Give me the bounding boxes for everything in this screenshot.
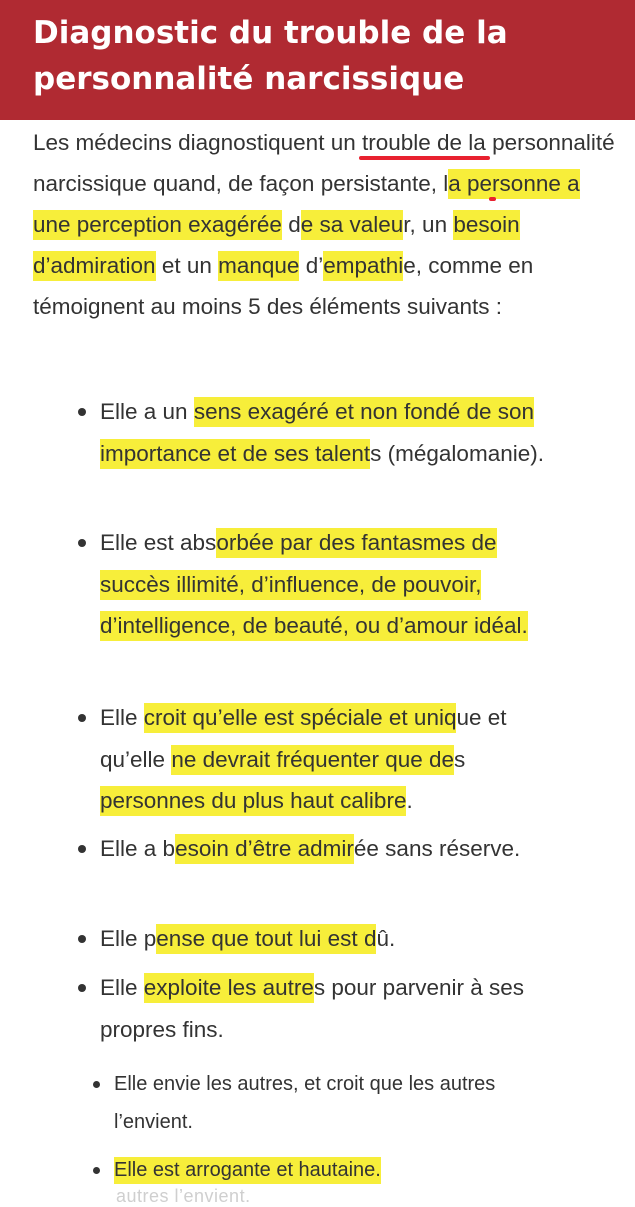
item-text: û.: [376, 926, 396, 951]
highlighted-text: exploite les autre: [144, 973, 314, 1003]
highlighted-text: ne devrait fréquenter que de: [171, 745, 454, 775]
list-item: [100, 697, 570, 822]
list-item: [100, 918, 570, 960]
highlighted-text: personnes du plus haut calibre: [100, 786, 406, 816]
highlighted-text: a personne a une perception exagérée: [33, 169, 580, 240]
item-text: Elle a un: [100, 399, 194, 424]
item-text: ue et qu’elle: [100, 705, 507, 772]
highlighted-text: sens exagéré et non fondé de son importance et de ses talent: [100, 397, 534, 469]
underlined-term: trouble de la: [361, 130, 486, 155]
intro-text: d’: [299, 253, 324, 278]
list-item: [114, 1151, 544, 1189]
highlighted-text: ense que tout lui est d: [156, 924, 376, 954]
item-text: s pour parvenir à ses propres fins.: [100, 975, 524, 1042]
item-text: Elle est abs: [100, 530, 217, 555]
item-text: ée sans réserve.: [353, 836, 521, 861]
item-text: Elle: [100, 705, 144, 730]
intro-text: Les médecins diagnostiquent un: [33, 130, 362, 155]
item-text: .: [406, 788, 413, 813]
intro-text: e, comme en témoignent au moins 5 des éléments suivants :: [33, 253, 534, 319]
list-item: [100, 967, 570, 1050]
intro-text: et un: [155, 253, 219, 278]
highlighted-text: esoin d’être admir: [175, 834, 354, 864]
highlighted-text: orbée par des fantasmes de succès illimité, d’influence, de pouvoir, d’intelligence, de beauté, ou d’amour idéal.: [100, 528, 528, 641]
highlighted-text: manque: [218, 251, 299, 281]
item-text: Elle envie les autres, et croit que les autres l’envient.: [114, 1073, 496, 1133]
highlighted-text: Elle est arrogante et hautaine.: [114, 1157, 381, 1184]
list-item: [100, 828, 570, 870]
item-text: s: [454, 746, 466, 772]
highlighted-text: besoin d’admiration: [33, 210, 520, 281]
highlighted-text: empathi: [323, 251, 403, 281]
page-header: [0, 0, 635, 120]
list-item: [114, 1065, 544, 1141]
item-text: Elle p: [100, 926, 157, 951]
item-text: s (mégalomanie).: [370, 440, 544, 466]
intro-text: e quand, de façon persistante, l: [134, 171, 449, 196]
list-item: [100, 522, 570, 647]
overlapping-ghost-text: autres l’envient.: [116, 1186, 251, 1206]
highlighted-text: croit qu’elle est spéciale et uniq: [144, 703, 457, 733]
list-item: [100, 391, 570, 474]
intro-text: d: [281, 212, 301, 237]
underlined-term: personnalité narcissiqu: [33, 130, 615, 196]
highlighted-text: e sa valeu: [301, 210, 404, 240]
page-title: Diagnostic du trouble de la personnalité narcissique: [33, 15, 508, 97]
item-text: Elle: [100, 975, 144, 1000]
intro-text: r, un: [403, 212, 454, 237]
intro-paragraph: [33, 122, 623, 327]
item-text: Elle a b: [100, 836, 176, 861]
